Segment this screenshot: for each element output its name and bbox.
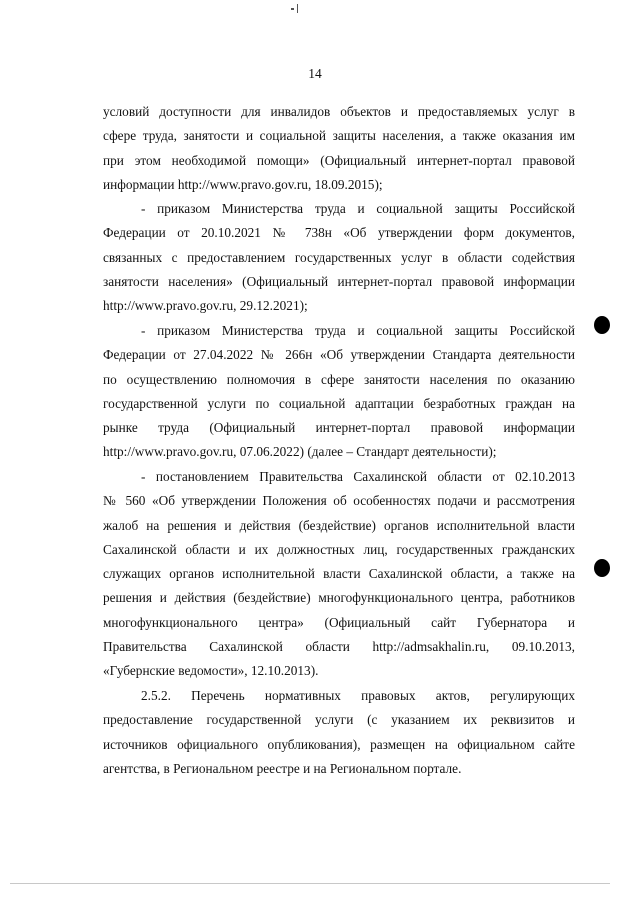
text-line: служащих органов исполнительной власти Сахалинской области, а также на <box>103 566 575 582</box>
text-line: Федерации от 20.10.2021 № 738н «Об утверждении форм документов, <box>103 225 575 241</box>
paragraph <box>103 319 575 465</box>
binder-hole-mark <box>594 559 610 577</box>
paragraph <box>103 100 575 197</box>
scan-speck <box>297 4 298 13</box>
binder-hole-mark <box>594 316 610 334</box>
text-line: рынке труда (Официальный интернет-портал правовой информации <box>103 420 575 436</box>
text-line: сфере труда, занятости и социальной защиты населения, а также оказания им <box>103 128 575 144</box>
text-line: занятости населения» (Официальный интернет-портал правовой информации <box>103 273 575 289</box>
text-line: Сахалинской области и их должностных лиц, государственных гражданских <box>103 541 575 557</box>
text-line: условий доступности для инвалидов объектов и предоставляемых услуг в <box>103 104 575 119</box>
text-line: - постановлением Правительства Сахалинской области от 02.10.2013 <box>141 469 575 484</box>
text-line: жалоб на решения и действия (бездействие) органов исполнительной власти <box>103 517 575 533</box>
text-line: http://www.pravo.gov.ru, 07.06.2022) (далее – Стандарт деятельности); <box>103 444 497 460</box>
page-number: 14 <box>308 66 322 81</box>
text-line: связанных с предоставлением государственных услуг в области содействия <box>103 249 575 265</box>
text-line: - приказом Министерства труда и социальной защиты Российской <box>141 201 575 216</box>
text-line: многофункционального центра» (Официальный сайт Губернатора и <box>103 614 575 630</box>
paragraph <box>103 197 575 318</box>
text-line: информации http://www.pravo.gov.ru, 18.09.2015); <box>103 176 383 192</box>
text-line: Федерации от 27.04.2022 № 266н «Об утверждении Стандарта деятельности <box>103 347 575 363</box>
text-line: источников официального опубликования), размещен на официальном сайте <box>103 736 575 752</box>
text-line: предоставление государственной услуги (с указанием их реквизитов и <box>103 712 575 728</box>
text-line: http://www.pravo.gov.ru, 29.12.2021); <box>103 298 308 314</box>
text-line: решения и действия (бездействие) многофункционального центра, работников <box>103 590 575 606</box>
text-line: 2.5.2. Перечень нормативных правовых актов, регулирующих <box>141 688 575 703</box>
page-bottom-edge <box>10 883 610 884</box>
text-line: Правительства Сахалинской области http://admsakhalin.ru, 09.10.2013, <box>103 639 575 655</box>
text-line: № 560 «Об утверждении Положения об особенностях подачи и рассмотрения <box>103 493 575 509</box>
text-line: агентства, в Региональном реестре и на Региональном портале. <box>103 760 462 776</box>
text-line: «Губернские ведомости», 12.10.2013). <box>103 663 319 679</box>
text-line: - приказом Министерства труда и социальной защиты Российской <box>141 323 575 338</box>
text-line: по осуществлению полномочия в сфере занятости населения по оказанию <box>103 371 575 387</box>
paragraph <box>103 465 575 684</box>
text-line: государственной услуги по социальной адаптации безработных граждан на <box>103 395 575 411</box>
paragraph <box>103 684 575 781</box>
text-line: при этом необходимой помощи» (Официальный интернет-портал правовой <box>103 152 575 168</box>
scan-speck <box>291 8 294 10</box>
